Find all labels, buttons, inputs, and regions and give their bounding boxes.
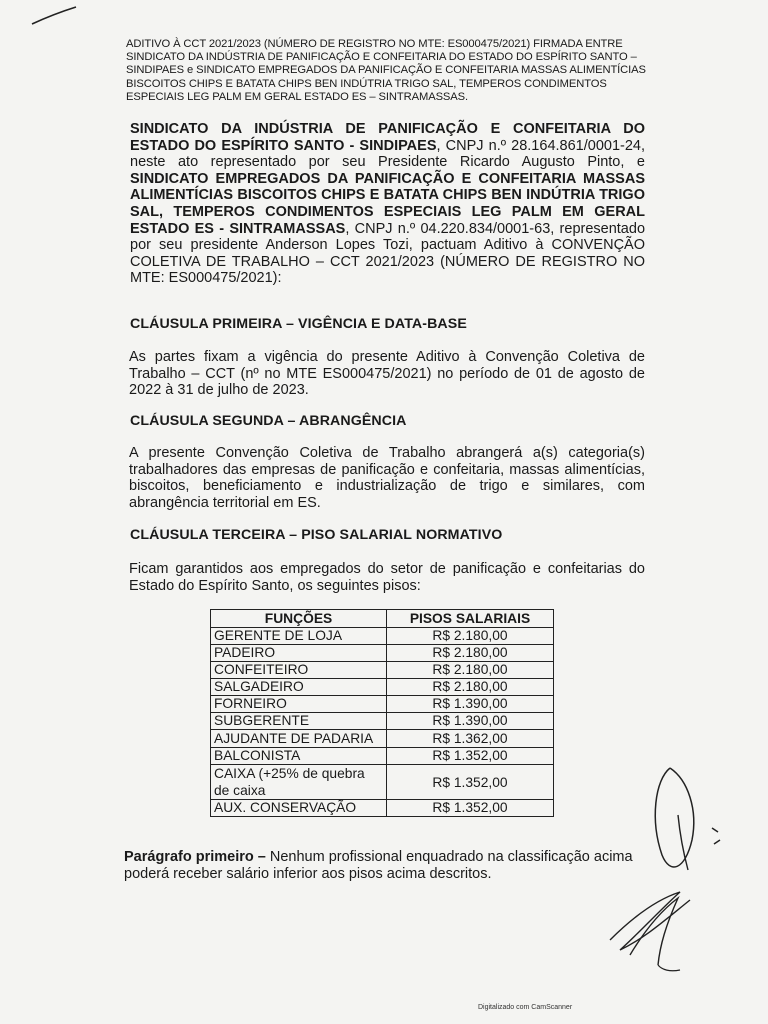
table-row — [211, 713, 554, 730]
header-line: ADITIVO À CCT 2021/2023 (NÚMERO DE REGISTRO NO MTE: ES000475/2021) FIRMADA ENTRE — [126, 38, 623, 50]
header-line: BISCOITOS CHIPS E BATATA CHIPS BEN INDÚTRIA TRIGO SAL, TEMPEROS CONDIMENTOS — [126, 77, 607, 90]
paragrafo-text: Nenhum profissional enquadrado na classificação acima poderá receber salário inferior aos pisos acima descritos. — [124, 849, 633, 882]
piso-cell: R$ 1.390,00 — [387, 696, 554, 713]
header-line: SINDIPAES e SINDICATO EMPREGADOS DA PANIFICAÇÃO E CONFEITARIA MASSAS ALIMENTÍCIAS — [126, 64, 646, 77]
header-line: SINDICATO DA INDÚSTRIA DE PANIFICAÇÃO E CONFEITARIA DO ESTADO DO ESPÍRITO SANTO – — [126, 51, 637, 64]
piso-cell: R$ 2.180,00 — [387, 628, 554, 645]
table-header-row — [211, 610, 554, 628]
salary-table — [210, 609, 554, 817]
funcao-cell: CONFEITEIRO — [211, 662, 387, 679]
paragrafo-label: Parágrafo primeiro – — [124, 849, 266, 865]
table-row — [211, 730, 554, 748]
funcao-cell: BALCONISTA — [211, 748, 387, 765]
piso-cell: R$ 2.180,00 — [387, 662, 554, 679]
party2-name: SINDICATO EMPREGADOS DA PANIFICAÇÃO E CONFEITARIA MASSAS ALIMENTÍCIAS BISCOITOS CHIPS E BATATA CHIPS BEN INDÚTRIA TRIGO SAL, TEMPEROS CONDIMENTOS ESPECIAIS LEG PALM EM GERAL ESTADO ES - SINTRAMASSAS — [130, 170, 645, 237]
table-row — [211, 696, 554, 713]
table-row — [211, 645, 554, 662]
clause-3-body: Ficam garantidos aos empregados do setor de panificação e confeitarias do Estado do Espírito Santo, os seguintes pisos: — [129, 561, 645, 594]
funcao-cell: AJUDANTE DE PADARIA — [211, 730, 387, 748]
piso-cell: R$ 1.352,00 — [387, 800, 554, 817]
funcao-cell: GERENTE DE LOJA — [211, 628, 387, 645]
piso-cell: R$ 1.352,00 — [387, 748, 554, 765]
clause-1-body: As partes fixam a vigência do presente Aditivo à Convenção Coletiva de Trabalho – CCT (nº no MTE ES000475/2021) no período de 01 de agosto de 2022 à 31 de julho de 2023. — [129, 349, 645, 399]
funcao-cell: SUBGERENTE — [211, 713, 387, 730]
table-row — [211, 628, 554, 645]
pen-mark — [30, 4, 80, 28]
piso-cell: R$ 1.362,00 — [387, 730, 554, 748]
piso-cell: R$ 2.180,00 — [387, 645, 554, 662]
table-row — [211, 662, 554, 679]
table-row — [211, 800, 554, 817]
funcao-cell: AUX. CONSERVAÇÃO — [211, 800, 387, 817]
column-header-funcoes: FUNÇÕES — [211, 610, 387, 628]
clause-2-title: CLÁUSULA SEGUNDA – ABRANGÊNCIA — [130, 413, 407, 429]
party2-details: , CNPJ n.º 04.220.834/0001-63, representado por seu presidente Anderson Lopes Tozi, pactuam Aditivo à CONVENÇÃO COLETIVA DE TRABALHO – CCT 2021/2023 (NÚMERO DE REGISTRO NO MTE: ES000475/2021): — [130, 220, 646, 287]
scanner-footer: Digitalizado com CamScanner — [478, 1004, 573, 1011]
funcao-cell: CAIXA (+25% de quebra de caixa — [211, 765, 387, 800]
table-row — [211, 679, 554, 696]
document-header — [126, 38, 646, 104]
handwritten-signature — [600, 760, 730, 990]
piso-cell: R$ 1.390,00 — [387, 713, 554, 730]
clause-2-body: A presente Convenção Coletiva de Trabalho abrangerá a(s) categoria(s) trabalhadores das empresas de panificação e confeitaria, massas alimentícias, biscoitos, beneficiamento e industrialização de trigo e similares, com abrangência territorial em ES. — [129, 445, 645, 511]
funcao-cell: PADEIRO — [211, 645, 387, 662]
party1-details: , CNPJ n.º 28.164.861/0001-24, neste ato representado por seu Presidente Ricardo Augusto Pinto, e — [130, 137, 645, 171]
clause-3-title: CLÁUSULA TERCEIRA – PISO SALARIAL NORMATIVO — [130, 527, 503, 543]
table-row — [211, 765, 554, 800]
column-header-pisos: PISOS SALARIAIS — [387, 610, 554, 628]
funcao-cell: FORNEIRO — [211, 696, 387, 713]
header-line: ESPECIAIS LEG PALM EM GERAL ESTADO ES – SINTRAMASSAS. — [126, 90, 469, 103]
party1-name: SINDICATO DA INDÚSTRIA DE PANIFICAÇÃO E CONFEITARIA DO ESTADO DO ESPÍRITO SANTO - SINDIPAES — [130, 121, 645, 154]
intro-paragraph — [130, 121, 645, 287]
table-row — [211, 748, 554, 765]
piso-cell: R$ 2.180,00 — [387, 679, 554, 696]
clause-1-title: CLÁUSULA PRIMEIRA – VIGÊNCIA E DATA-BASE — [130, 316, 467, 332]
paragrafo-primeiro — [124, 849, 644, 882]
funcao-cell: SALGADEIRO — [211, 679, 387, 696]
piso-cell: R$ 1.352,00 — [387, 765, 554, 800]
